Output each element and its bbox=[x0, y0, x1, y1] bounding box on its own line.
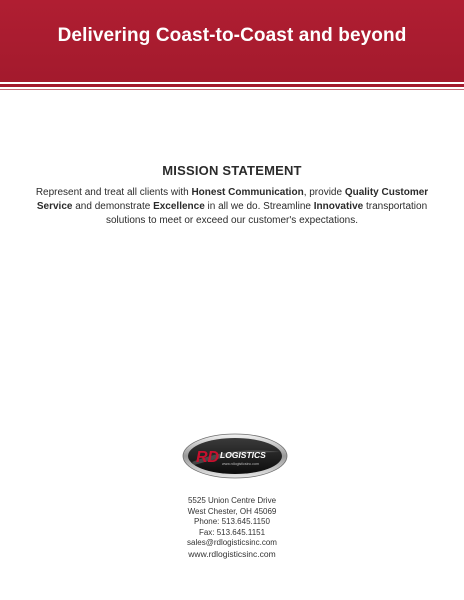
mission-text: and demonstrate bbox=[72, 201, 154, 212]
mission-emphasis: Innovative bbox=[313, 201, 364, 212]
street-address: 5525 Union Centre Drive bbox=[187, 496, 277, 505]
mission-heading: MISSION STATEMENT bbox=[162, 163, 302, 178]
city-state-zip: West Chester, OH 45069 bbox=[187, 506, 277, 516]
phone-number: Phone: 513.645.1150 bbox=[194, 517, 270, 526]
logo-wordmark: LOGISTICS bbox=[220, 450, 266, 460]
mission-emphasis: Honest Communication bbox=[191, 187, 304, 198]
mission-body bbox=[20, 186, 444, 228]
header-hairline bbox=[0, 89, 464, 90]
header-banner bbox=[0, 0, 464, 82]
mission-text: transportation solutions to meet or exceed our customer's expectations. bbox=[105, 201, 428, 226]
rd-logistics-logo bbox=[182, 432, 288, 480]
logo-mark: RD bbox=[196, 449, 220, 466]
email-address[interactable]: sales@rdlogisticsinc.com bbox=[187, 538, 277, 547]
mission-emphasis: Quality Customer Service bbox=[36, 187, 429, 212]
mission-text: , provide bbox=[303, 187, 345, 198]
logo-tagline: www.rdlogisticsinc.com bbox=[222, 462, 259, 466]
mission-text: in all we do. Streamline bbox=[204, 201, 314, 212]
fax-number: Fax: 513.645.1151 bbox=[198, 527, 266, 537]
mission-emphasis: Excellence bbox=[153, 201, 205, 212]
website-link[interactable]: www.rdlogisticsinc.com bbox=[188, 548, 276, 559]
contact-block bbox=[132, 496, 332, 559]
banner-title: Delivering Coast-to-Coast and beyond bbox=[57, 25, 407, 46]
mission-section bbox=[20, 163, 444, 228]
mission-text: Represent and treat all clients with bbox=[35, 187, 192, 198]
header-rule bbox=[0, 84, 464, 87]
